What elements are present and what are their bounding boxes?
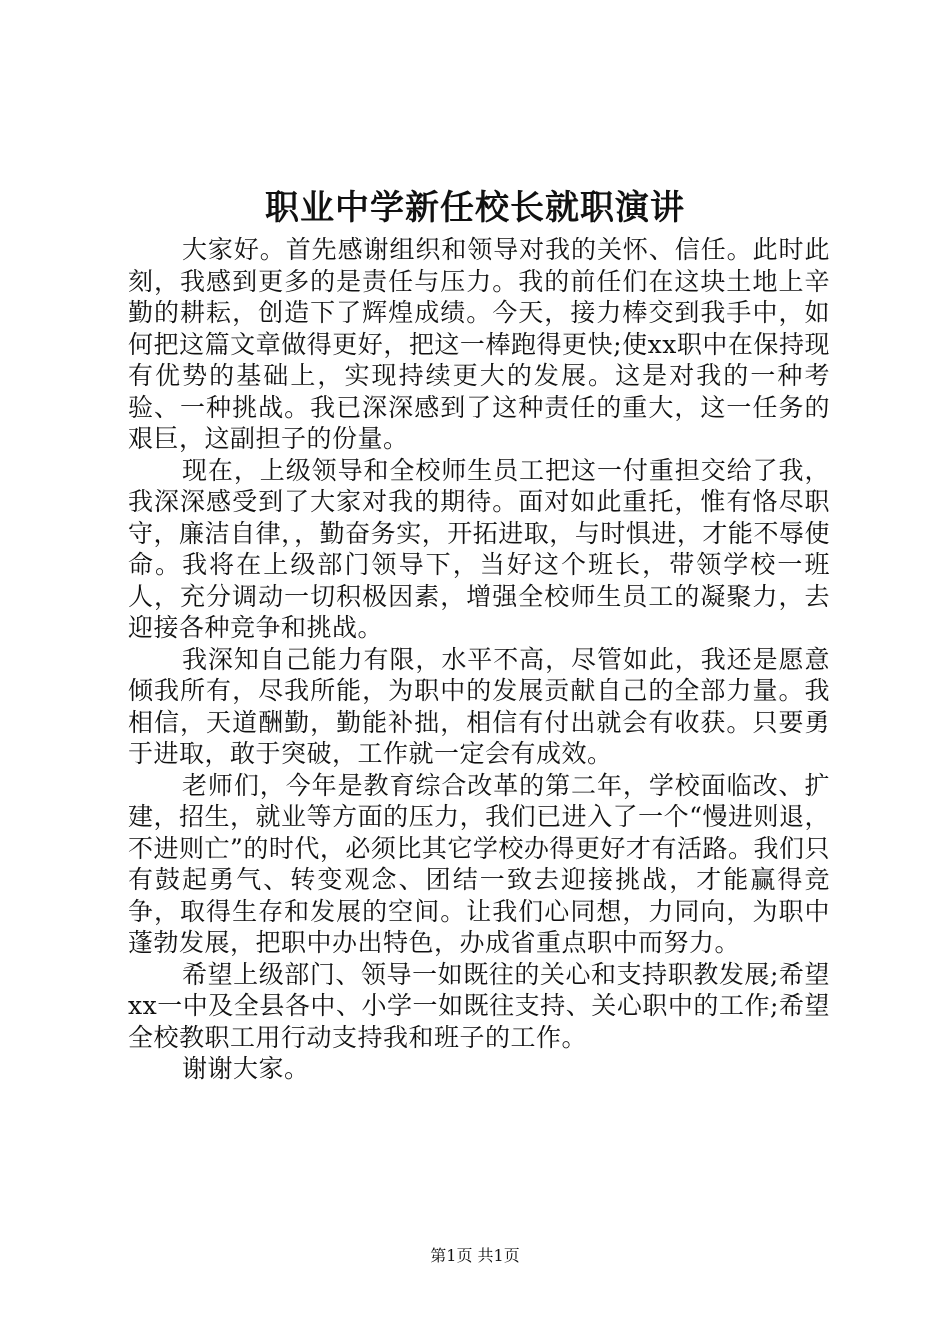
document-body (128, 234, 830, 1085)
paragraph-greeting: 大家好。首先感谢组织和领导对我的关怀、信任。此时此刻，我感到更多的是责任与压力。我的前任们在这块土地上辛勤的耕耘，创造下了辉煌成绩。今天，接力棒交到我手中，如何把这篇文章做得更好，把这一棒跑得更快;使xx职中在保持现有优势的基础上，实现持续更大的发展。这是对我的一种考验、一种挑战。我已深深感到了这种责任的重大，这一任务的艰巨，这副担子的份量。 (128, 235, 830, 453)
paragraph-thanks: 谢谢大家。 (182, 1054, 310, 1083)
document-title: 职业中学新任校长就职演讲 (265, 188, 685, 228)
paragraph-hopes: 希望上级部门、领导一如既往的关心和支持职教发展;希望xx一中及全县各中、小学一如既往支持、关心职中的工作;希望全校教职工用行动支持我和班子的工作。 (128, 959, 830, 1052)
page-footer: 第1页 共1页 (430, 1246, 520, 1265)
paragraph-teachers: 老师们，今年是教育综合改革的第二年，学校面临改、扩建，招生，就业等方面的压力，我们已进入了一个“慢进则退，不进则亡”的时代，必须比其它学校办得更好才有活路。我们只有鼓起勇气、转变观念、团结一致去迎接挑战，才能赢得竞争，取得生存和发展的空间。让我们心同想，力同向，为职中蓬勃发展，把职中办出特色，办成省重点职中而努力。 (128, 770, 830, 957)
paragraph-commitment: 现在，上级领导和全校师生员工把这一付重担交给了我，我深深感受到了大家对我的期待。面对如此重托，惟有恪尽职守，廉洁自律，，勤奋务实，开拓进取，与时惧进，才能不辱使命。我将在上级部门领导下，当好这个班长，带领学校一班人，充分调动一切积极因素，增强全校师生员工的凝聚力，去迎接各种竞争和挑战。 (128, 455, 830, 642)
paragraph-dedication: 我深知自己能力有限，水平不高，尽管如此，我还是愿意倾我所有，尽我所能，为职中的发展贡献自己的全部力量。我相信，天道酬勤，勤能补拙，相信有付出就会有收获。只要勇于进取，敢于突破，工作就一定会有成效。 (128, 644, 830, 768)
